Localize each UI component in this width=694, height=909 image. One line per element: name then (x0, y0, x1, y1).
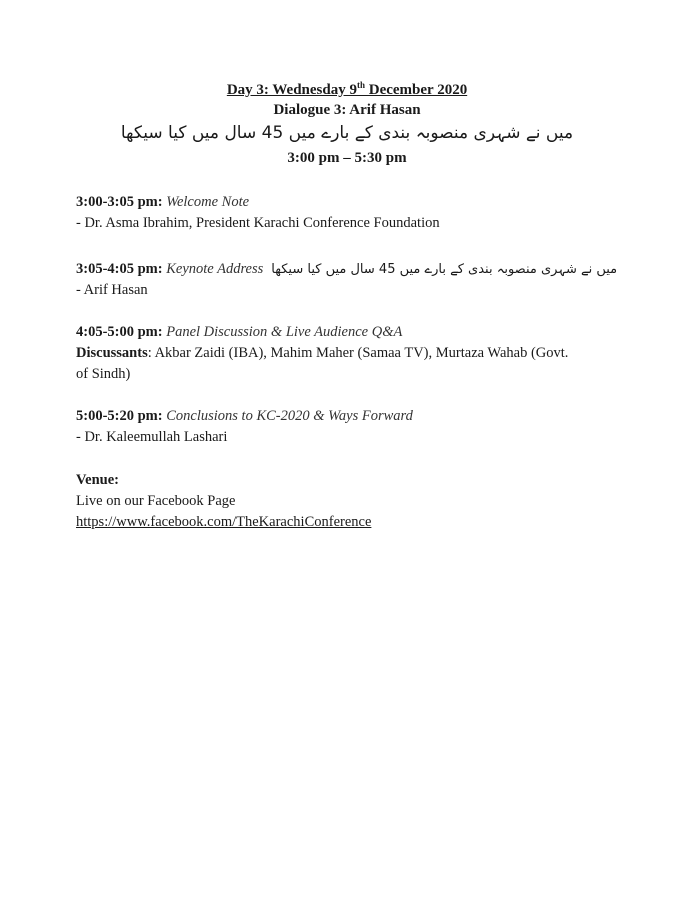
day-heading (0, 80, 694, 99)
schedule-title: Keynote Address (166, 261, 264, 277)
schedule-item-header (76, 406, 636, 427)
discussants-continuation: of Sindh) (76, 366, 131, 382)
schedule-urdu-title: میں نے شہری منصوبہ بندی کے بارے میں 45 سال میں کیا سیکھا (271, 262, 618, 277)
schedule-title: Panel Discussion & Live Audience Q&A (166, 324, 403, 340)
time-range: 3:00 pm – 5:30 pm (287, 150, 407, 166)
schedule-item-welcome (76, 192, 636, 234)
day-heading-text: Day 3: Wednesday 9 (226, 82, 357, 98)
schedule-speaker: - Dr. Asma Ibrahim, President Karachi Conference Foundation (76, 215, 440, 231)
schedule-speaker: - Dr. Kaleemullah Lashari (76, 429, 228, 445)
schedule-time: 4:05-5:00 pm: (76, 324, 163, 340)
schedule-time: 3:05-4:05 pm: (76, 261, 163, 277)
facebook-page-link[interactable]: https://www.facebook.com/TheKarachiConference (76, 514, 372, 530)
discussants-names: : Akbar Zaidi (IBA), Mahim Maher (Samaa TV), Murtaza Wahab (Govt. (147, 345, 569, 361)
schedule-title: Conclusions to KC-2020 & Ways Forward (166, 408, 413, 424)
schedule-speaker: - Arif Hasan (76, 282, 148, 298)
schedule-item-header (76, 192, 636, 213)
discussants-label: Discussants (76, 345, 148, 361)
schedule-item-header (76, 322, 636, 343)
schedule-item-keynote (76, 259, 636, 301)
schedule-title: Welcome Note (166, 194, 250, 210)
urdu-title: میں نے شہری منصوبہ بندی کے بارے میں 45 سال میں کیا سیکھا (120, 123, 574, 143)
schedule-item-header (76, 259, 636, 280)
discussants-line (76, 343, 636, 364)
schedule-time: 3:00-3:05 pm: (76, 194, 163, 210)
dialogue-heading: Dialogue 3: Arif Hasan (273, 102, 421, 118)
venue-text: Live on our Facebook Page (76, 493, 236, 509)
schedule-time: 5:00-5:20 pm: (76, 408, 163, 424)
day-heading-ordinal: th (356, 80, 365, 90)
day-heading-date: December 2020 (365, 82, 468, 98)
venue-label: Venue: (76, 472, 119, 488)
venue-section (76, 470, 636, 533)
schedule-item-panel (76, 322, 636, 385)
schedule-item-conclusions (76, 406, 636, 448)
